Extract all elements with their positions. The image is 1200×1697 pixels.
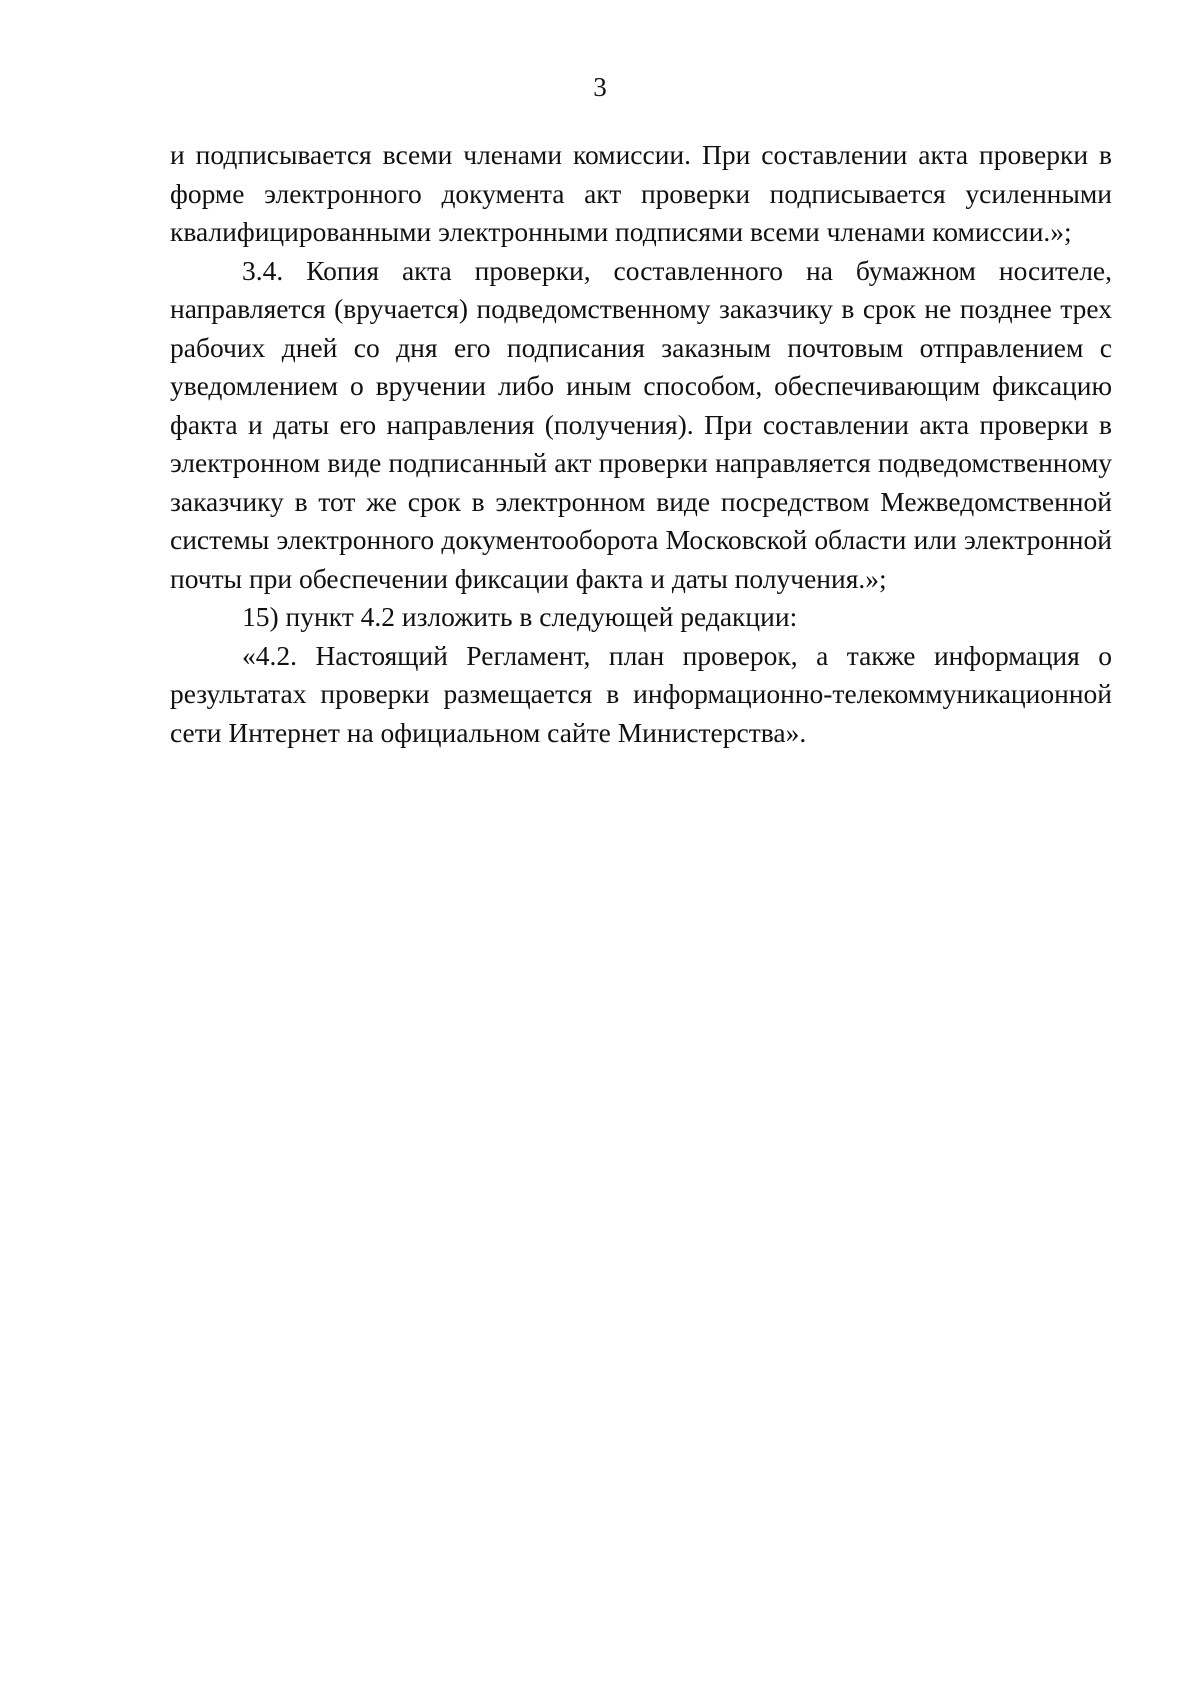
document-body bbox=[170, 136, 1112, 752]
paragraph-item-15: 15) пункт 4.2 изложить в следующей редакции: bbox=[242, 601, 798, 632]
paragraph-item-3-4: 3.4. Копия акта проверки, составленного на бумажном носителе, направляется (вручается) подведомственному заказчику в срок не позднее трех рабочих дней со дня его подписания заказным почтовым отправлением с уведомлением о вручении либо иным способом, обеспечивающим фиксацию факта и даты его направления (получения). При составлении акта проверки в электронном виде подписанный акт проверки направляется подведомственному заказчику в тот же срок в электронном виде посредством Межведомственной системы электронного документооборота Московской области или электронной почты при обеспечении фиксации факта и даты получения.»; bbox=[170, 254, 1112, 594]
page-number: 3 bbox=[593, 72, 607, 102]
paragraph-continuation: и подписывается всеми членами комиссии. При составлении акта проверки в форме электронного документа акт проверки подписывается усиленными квалифицированными электронными подписями всеми членами комиссии.»; bbox=[170, 139, 1112, 247]
paragraph-item-4-2: «4.2. Настоящий Регламент, план проверок, а также информация о результатах проверки размещается в информационно-телекоммуникационной сети Интернет на официальном сайте Министерства». bbox=[170, 639, 1112, 748]
